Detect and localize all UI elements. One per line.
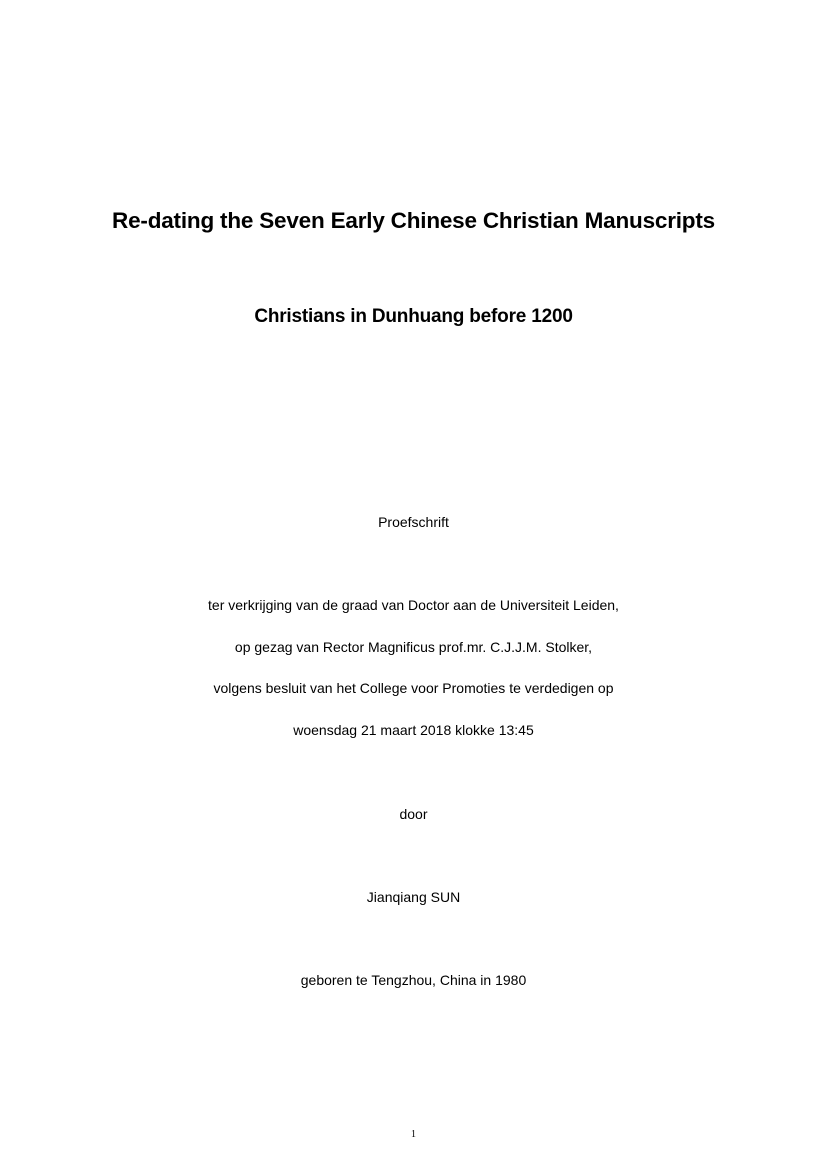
statement-line-3: volgens besluit van het College voor Promoties te verdedigen op bbox=[213, 680, 614, 696]
door-label: door bbox=[399, 806, 428, 822]
statement-line-2: op gezag van Rector Magnificus prof.mr. C.J.J.M. Stolker, bbox=[234, 639, 593, 655]
statement-line-1: ter verkrijging van de graad van Doctor aan de Universiteit Leiden, bbox=[208, 597, 619, 613]
author-name: Jianqiang SUN bbox=[366, 889, 461, 905]
birth-statement: geboren te Tengzhou, China in 1980 bbox=[300, 972, 527, 988]
page-number: 1 bbox=[411, 1129, 416, 1140]
thesis-subtitle: Christians in Dunhuang before 1200 bbox=[254, 306, 573, 327]
statement-line-4: woensdag 21 maart 2018 klokke 13:45 bbox=[293, 722, 534, 738]
thesis-title: Re-dating the Seven Early Chinese Christian Manuscripts bbox=[112, 208, 715, 233]
proefschrift-label: Proefschrift bbox=[378, 514, 449, 530]
